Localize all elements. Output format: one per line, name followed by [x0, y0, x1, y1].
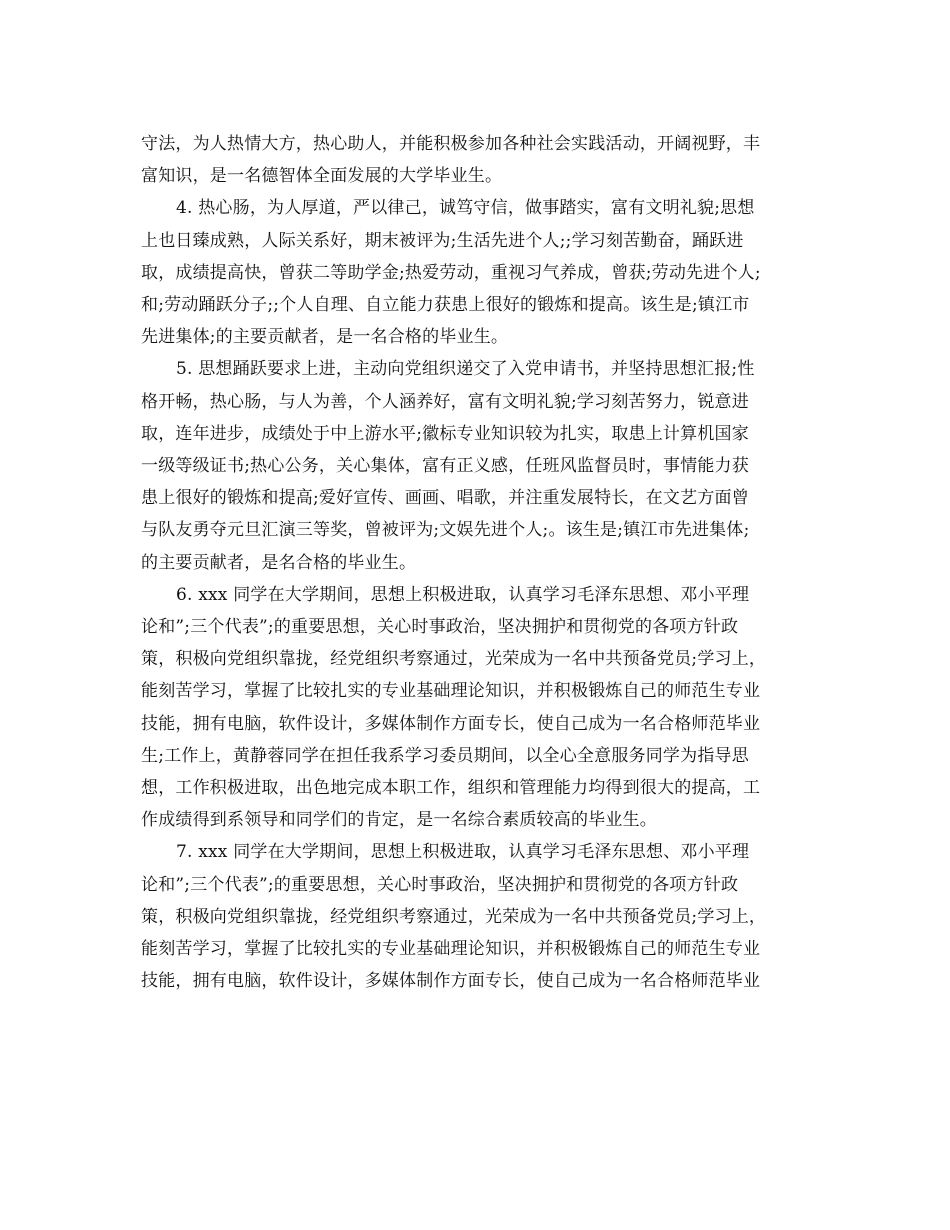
text-line: 策，积极向党组织靠拢，经党组织考察通过，光荣成为一名中共预备党员;学习上， — [141, 906, 767, 927]
text-line: 一级等级证书;热心公务，关心集体，富有正义感，任班风监督员时，事情能力获 — [141, 456, 749, 477]
text-line: 与队友勇夺元旦汇演三等奖，曾被评为;文娱先进个人;。该生是;镇江市先进集体; — [141, 520, 750, 541]
text-line: 7. xxx 同学在大学期间，思想上积极进取，认真学习毛泽东思想、邓小平理 — [176, 842, 750, 863]
text-line: 技能，拥有电脑，软件设计，多媒体制作方面专长，使自己成为一名合格师范毕业 — [141, 971, 761, 992]
paragraph-item-7 — [141, 836, 821, 997]
text-line: 上也日臻成熟，人际关系好，期末被评为;生活先进个人;;学习刻苦勤奋，踊跃进 — [141, 230, 744, 251]
text-line: 4. 热心肠，为人厚道，严以律己，诚笃守信，做事踏实，富有文明礼貌;思想 — [176, 198, 755, 219]
text-line: 取，连年进步，成绩处于中上游水平;徽标专业知识较为扎实，取患上计算机国家 — [141, 423, 749, 444]
text-line: 5. 思想踊跃要求上进，主动向党组织递交了入党申请书，并坚持思想汇报;性 — [176, 359, 755, 380]
text-line: 能刻苦学习，掌握了比较扎实的专业基础理论知识，并积极锻炼自己的师范生专业 — [141, 681, 761, 702]
paragraph-item-4 — [141, 192, 821, 353]
text-line: 守法，为人热情大方，热心助人，并能积极参加各种社会实践活动，开阔视野，丰 — [141, 134, 761, 154]
text-line: 和;劳动踊跃分子;;个人自理、自立能力获患上很好的锻炼和提高。该生是;镇江市 — [141, 295, 750, 316]
text-line: 论和”;三个代表”;的重要思想，关心时事政治，坚决拥护和贯彻党的各项方针政 — [141, 617, 739, 638]
text-line: 富知识，是一名德智体全面发展的大学毕业生。 — [141, 166, 503, 187]
text-line: 生;工作上，黄静蓉同学在担任我系学习委员期间，以全心全意服务同学为指导思 — [141, 745, 749, 766]
text-line: 作成绩得到系领导和同学们的肯定，是一名综合素质较高的毕业生。 — [141, 810, 657, 831]
text-line: 先进集体;的主要贡献者，是一名合格的毕业生。 — [141, 327, 509, 348]
text-line: 患上很好的锻炼和提高;爱好宣传、画画、唱歌，并注重发展特长，在文艺方面曾 — [141, 488, 749, 509]
text-line: 取，成绩提高快，曾获二等助学金;热爱劳动，重视习气养成，曾获;劳动先进个人; — [141, 262, 761, 283]
text-line: 6. xxx 同学在大学期间，思想上积极进取，认真学习毛泽东思想、邓小平理 — [176, 584, 750, 605]
text-line: 格开畅，热心肠，与人为善，个人涵养好，富有文明礼貌;学习刻苦努力，锐意进 — [141, 391, 749, 412]
document-body — [141, 128, 821, 997]
text-line: 策，积极向党组织靠拢，经党组织考察通过，光荣成为一名中共预备党员;学习上， — [141, 649, 767, 670]
text-line: 能刻苦学习，掌握了比较扎实的专业基础理论知识，并积极锻炼自己的师范生专业 — [141, 939, 761, 960]
text-line: 论和”;三个代表”;的重要思想，关心时事政治，坚决拥护和贯彻党的各项方针政 — [141, 874, 739, 895]
paragraph-item-6 — [141, 579, 821, 837]
text-line: 技能，拥有电脑，软件设计，多媒体制作方面专长，使自己成为一名合格师范毕业 — [141, 713, 761, 734]
paragraph-continuation — [141, 128, 821, 192]
paragraph-item-5 — [141, 353, 821, 578]
text-line: 的主要贡献者，是名合格的毕业生。 — [141, 552, 417, 573]
text-line: 想，工作积极进取，出色地完成本职工作，组织和管理能力均得到很大的提高，工 — [141, 778, 761, 799]
